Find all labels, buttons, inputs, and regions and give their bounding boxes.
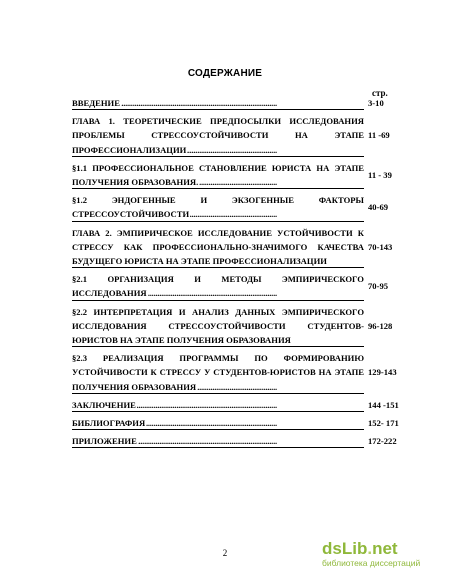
toc-title: СОДЕРЖАНИЕ	[187, 68, 263, 79]
toc-entry-page: 40-69	[368, 202, 389, 213]
toc-entry-page: 144 -151	[368, 399, 399, 410]
toc-entry-separator	[72, 411, 364, 412]
toc-entry-page: 152- 171	[368, 418, 399, 428]
page-number: 2	[222, 548, 228, 558]
toc-entry-text: ЗАКЛЮЧЕНИЕ	[72, 399, 136, 410]
toc-entry-page: 11 - 39	[368, 169, 392, 180]
toc-entry-text: ПОЛУЧЕНИЯ ОБРАЗОВАНИЯ.	[72, 177, 199, 187]
toc-entry-line: §1.2 ЭНДОГЕННЫЕ И ЭКЗОГЕННЫЕ ФАКТОРЫ	[72, 195, 364, 206]
toc-entry-line: УСТОЙЧИВОСТИ К СТРЕССУ У СТУДЕНТОВ-ЮРИСТОВ НА ЭТАПЕ	[72, 367, 364, 378]
toc-entry-separator	[72, 429, 364, 430]
toc-entry-text: БИБЛИОГРАФИЯ	[72, 418, 146, 428]
toc-entry-line	[72, 398, 364, 412]
toc-entry-page: 96-128	[368, 320, 393, 331]
toc-entry-line	[72, 96, 364, 110]
toc-entry-line	[72, 380, 364, 394]
toc-entry-line	[72, 207, 364, 221]
toc-entry-text: СТРЕССОУСТОЙЧИВОСТИ	[72, 209, 190, 220]
toc-entry-line: §2.2 ИНТЕРПРЕТАЦИЯ И АНАЛИЗ ДАННЫХ ЭМПИРИЧЕСКОГО	[72, 306, 364, 317]
toc-entry-text: ВВЕДЕНИЕ	[72, 98, 120, 108]
toc-entry-line	[72, 333, 364, 347]
toc-entry-line: ИССЛЕДОВАНИЯ СТРЕССОУСТОЙЧИВОСТИ СТУДЕНТОВ-	[72, 320, 364, 331]
toc-entry-page: 3-10	[368, 98, 384, 108]
toc-entry-line: ПРОБЛЕМЫ СТРЕССОУСТОЙЧИВОСТИ НА ЭТАПЕ	[72, 130, 364, 141]
toc-entry-separator	[72, 188, 364, 189]
toc-entry-line	[72, 175, 364, 189]
toc-entry-text: ПРИЛОЖЕНИЕ	[72, 436, 137, 447]
toc-entry-line: СТРЕССУ КАК ПРОФЕССИОНАЛЬНО-ЗНАЧИМОГО КАЧЕСТВА	[72, 241, 364, 252]
toc-entry-separator	[72, 300, 364, 301]
toc-entry-line	[72, 143, 364, 157]
toc-entry-line: §2.1 ОРГАНИЗАЦИЯ И МЕТОДЫ ЭМПИРИЧЕСКОГО	[72, 274, 364, 285]
toc-entry-text: ПОЛУЧЕНИЯ ОБРАЗОВАНИЯ	[72, 381, 197, 392]
watermark-logo: dsLib.net	[322, 539, 398, 558]
toc-entry-line: ГЛАВА 1. ТЕОРЕТИЧЕСКИЕ ПРЕДПОСЫЛКИ ИССЛЕДОВАНИЯ	[72, 116, 364, 127]
dslib-watermark	[322, 540, 442, 574]
toc-entry-text: ПРОФЕССИОНАЛИЗАЦИИ	[72, 144, 187, 155]
toc-entry-line	[72, 254, 364, 268]
watermark-subtitle: библиотека диссертаций	[322, 558, 421, 568]
toc-entry-line	[72, 416, 364, 430]
toc-entry-line	[72, 434, 364, 448]
toc-entry-page: 70-143	[368, 241, 393, 252]
toc-entry-text: ИССЛЕДОВАНИЯ	[72, 288, 147, 299]
toc-entry-page: 70-95	[368, 281, 389, 292]
toc-entry-separator	[72, 109, 364, 110]
toc-entry-line: ГЛАВА 2. ЭМПИРИЧЕСКОЕ ИССЛЕДОВАНИЕ УСТОЙЧИВОСТИ К	[72, 227, 364, 238]
toc-entry-text: БУДУЩЕГО ЮРИСТА НА ЭТАПЕ ПРОФЕССИОНАЛИЗАЦИИ	[72, 256, 327, 266]
toc-entry-separator	[72, 393, 364, 394]
page-column-label: стр.	[372, 88, 388, 98]
toc-entry-line	[72, 286, 364, 300]
toc-entry-line: §1.1 ПРОФЕССИОНАЛЬНОЕ СТАНОВЛЕНИЕ ЮРИСТА НА ЭТАПЕ	[72, 162, 364, 173]
toc-entry-page: 172-222	[368, 436, 397, 447]
toc-entry-page: 11 -69	[368, 130, 390, 141]
toc-entry-page: 129-143	[368, 367, 397, 378]
toc-entry-separator	[72, 346, 364, 347]
toc-entry-separator	[72, 156, 364, 157]
toc-entry-line: §2.3 РЕАЛИЗАЦИЯ ПРОГРАММЫ ПО ФОРМИРОВАНИЮ	[72, 353, 364, 364]
toc-entry-separator	[72, 267, 364, 268]
toc-entry-separator	[72, 447, 364, 448]
toc-entry-text: ЮРИСТОВ НА ЭТАПЕ ПОЛУЧЕНИЯ ОБРАЗОВАНИЯ	[72, 335, 291, 345]
toc-entry-separator	[72, 221, 364, 222]
